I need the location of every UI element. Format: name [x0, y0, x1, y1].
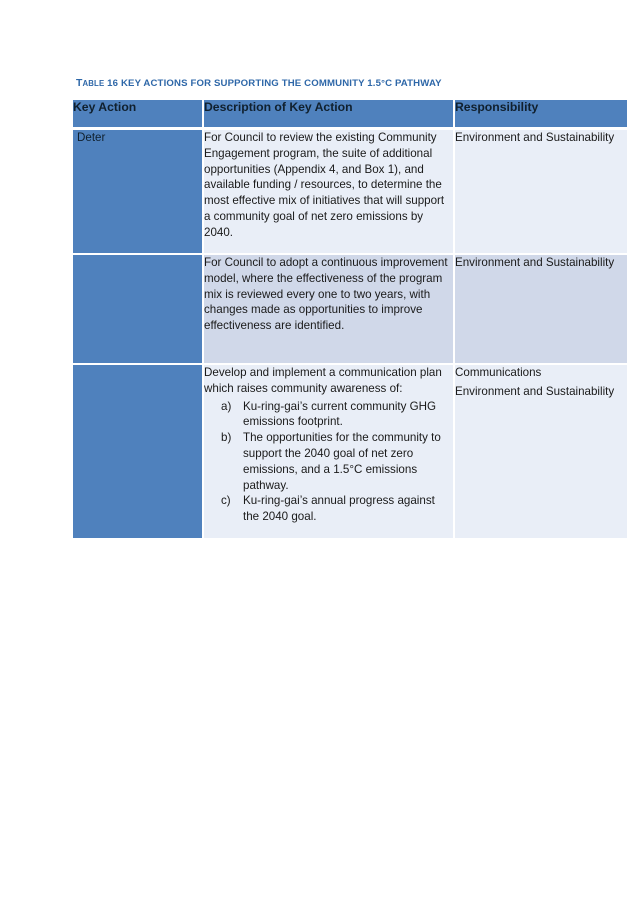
awareness-list — [204, 399, 453, 525]
responsibility-item: Environment and Sustainability — [455, 131, 615, 144]
responsibility-cell — [453, 365, 627, 540]
table-row — [73, 130, 627, 255]
list-item-text: Ku-ring-gai’s annual progress against the 2040 goal. — [243, 494, 435, 524]
description-cell: For Council to review the existing Community Engagement program, the suite of additional opportunities (Appendix 4, and Box 1), and available funding / resources, to determine the most effective mix of initiatives that will support a community goal of net zero emissions by 2040. — [202, 130, 453, 255]
responsibility-item: Communications — [455, 366, 542, 379]
list-item — [221, 430, 453, 493]
key-action-cell — [73, 255, 202, 365]
responsibility-item: Environment and Sustainability — [455, 384, 615, 398]
list-marker: b) — [221, 431, 232, 445]
caption-prefix-initial: T — [76, 78, 83, 89]
list-item-text: The opportunities for the community to support the 2040 goal of net zero emissions, and a 1.5°C emissions pathway. — [243, 431, 441, 492]
list-item — [221, 399, 453, 431]
description-intro: Develop and implement a communication plan which raises community awareness of: — [204, 366, 442, 395]
caption-text: 16 KEY ACTIONS FOR SUPPORTING THE COMMUNITY 1.5°C PATHWAY — [107, 78, 442, 89]
table-header-row — [73, 100, 627, 130]
responsibility-cell — [453, 255, 627, 365]
responsibility-item: Environment and Sustainability — [455, 256, 615, 269]
table-caption — [76, 78, 442, 89]
caption-prefix-rest: ABLE — [82, 79, 105, 88]
table-row — [73, 365, 627, 540]
list-item — [221, 493, 453, 525]
key-actions-table — [73, 100, 627, 540]
list-marker: c) — [221, 494, 231, 508]
key-action-cell — [73, 365, 202, 540]
header-key-action: Key Action — [73, 100, 202, 130]
table-row — [73, 255, 627, 365]
header-responsibility: Responsibility — [453, 100, 627, 130]
header-description: Description of Key Action — [202, 100, 453, 130]
description-cell: For Council to adopt a continuous improvement model, where the effectiveness of the program mix is reviewed every one to two years, with changes made as opportunities to improve effectiveness are identified. — [202, 255, 453, 365]
responsibility-cell — [453, 130, 627, 255]
list-marker: a) — [221, 399, 232, 413]
description-cell — [202, 365, 453, 540]
key-action-cell: Deter — [73, 130, 202, 255]
list-item-text: Ku-ring-gai’s current community GHG emissions footprint. — [243, 399, 437, 429]
